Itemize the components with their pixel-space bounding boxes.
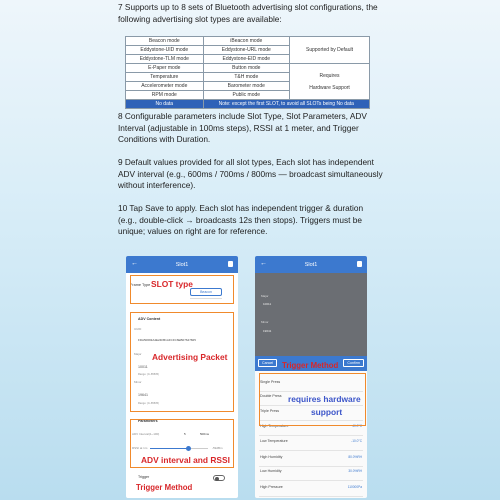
major-range: Range: (0–65535) [138, 373, 159, 376]
paragraph-7 [118, 2, 388, 25]
minor-range: Range: (0–65535) [138, 402, 159, 405]
row-divider [259, 435, 363, 436]
trigger-option-label: High Pressure [260, 485, 283, 489]
rssi-value: -59dBm [212, 446, 223, 450]
screen-title: Slot1 [175, 261, 189, 268]
trigger-option-row[interactable] [255, 466, 367, 478]
trigger-method-annotation-left: Trigger Method [136, 483, 193, 492]
trigger-option-label: Low Humidity [260, 469, 282, 473]
row-divider [259, 450, 363, 451]
trigger-option-value: 80.0%RH [348, 455, 362, 459]
table-row [126, 37, 370, 46]
trigger-option-label: High Humidity [260, 455, 283, 459]
table-cell: RPM mode [126, 91, 204, 100]
beacon-button[interactable]: Beacon [190, 288, 222, 296]
slot-type-annotation: SLOT type [151, 279, 193, 289]
major-label: Major [134, 352, 142, 356]
table-cell: Note: except the first SLOT, to avoid all SLOTs being No data [203, 100, 369, 109]
table-cell: Accelerometer mode [126, 82, 204, 91]
table-cell: Button mode [203, 64, 289, 73]
adv-interval-field[interactable]: 5 [184, 432, 186, 436]
requires-hardware-annotation-line1: requires hardware [288, 394, 361, 404]
lock-icon[interactable] [228, 261, 233, 267]
table-cell: Eddystone-URL mode [203, 46, 289, 55]
back-arrow-icon[interactable]: ← [260, 260, 267, 267]
adv-content-highlight [130, 312, 234, 412]
frame-type-label: Frame Type [130, 283, 151, 287]
paragraph-line: 9 Default values provided for all slot types, Each slot has independent [118, 157, 374, 167]
table-cell: Supported by Default [290, 37, 370, 64]
trigger-option-label: High Temperature [260, 424, 289, 428]
table-cell: T&H mode [203, 73, 289, 82]
screen-title: Slot1 [304, 261, 318, 268]
paragraph-line: Interval (adjustable in 100ms steps), RSSI at 1 meter, and Trigger [118, 122, 359, 133]
adv-interval-rssi-annotation: ADV interval and RSSI [141, 455, 230, 465]
paragraph-line: 7 Supports up to 8 sets of Bluetooth advertising slot configurations, the [118, 2, 378, 12]
table-cell: Barometer mode [203, 82, 289, 91]
dimmed-overlay [255, 273, 367, 356]
trigger-option-row[interactable] [255, 436, 367, 448]
trigger-option-row[interactable] [255, 482, 367, 494]
adv-content-heading: ADV Content [138, 317, 161, 321]
lock-icon[interactable] [357, 261, 362, 267]
table-cell: Temperature [126, 73, 204, 82]
trigger-label: Trigger [138, 475, 150, 479]
slot-types-table [125, 36, 370, 109]
toggle-knob [215, 477, 219, 481]
app-header [255, 256, 367, 273]
requires-hardware-annotation-line2: support [311, 407, 343, 417]
uuid-field[interactable]: FDA50693A4E24FB1AFCFC6EB07647825 [138, 338, 196, 342]
minor-field[interactable]: 19641 [138, 393, 148, 397]
table-cell: iBeacon mode [203, 37, 289, 46]
paragraph-line: 10 Tap Save to apply. Each slot has independent trigger & duration [118, 203, 364, 213]
trigger-option-label: Low Temperature [260, 439, 288, 443]
major-value: 10011 [263, 302, 272, 306]
row-divider [259, 480, 363, 481]
paragraph-9 [118, 157, 388, 192]
trigger-option-label: Single Press [260, 380, 281, 384]
adv-interval-ms: 500ms [200, 432, 210, 436]
paragraph-line: unique; values on right are for reference. [118, 226, 268, 237]
trigger-option-value: -10.0°C [351, 439, 362, 443]
major-label: Major [261, 294, 269, 298]
paragraph-10 [118, 203, 388, 238]
minor-label: Minor [134, 380, 142, 384]
uuid-label: UUID [134, 327, 142, 331]
paragraph-line: Conditions with Duration. [118, 134, 211, 145]
trigger-toggle[interactable] [213, 475, 225, 481]
cancel-button[interactable]: Cancel [258, 359, 277, 367]
paragraph-line: 8 Configurable parameters include Slot Type, Slot Parameters, ADV [118, 111, 367, 121]
trigger-option-row[interactable] [255, 452, 367, 464]
advertising-packet-annotation: Advertising Packet [152, 352, 228, 362]
row-divider [259, 496, 363, 497]
table-cell: Eddystone-EID mode [203, 55, 289, 64]
trigger-option-label: Triple Press [260, 409, 280, 413]
paragraph-line: ADV interval (e.g., 600ms / 700ms / 800ms — broadcast simultaneously [118, 168, 383, 179]
table-cell: Requires Hardware Support [290, 64, 370, 100]
major-field[interactable]: 10011 [138, 365, 148, 369]
minor-value: 19641 [263, 329, 272, 333]
table-row [126, 100, 370, 109]
minor-label: Minor [261, 320, 269, 324]
paragraph-line: following advertising slot types are available: [118, 13, 282, 24]
trigger-method-annotation-right: Trigger Method [282, 361, 339, 370]
table-cell: Eddystone-UID mode [126, 46, 204, 55]
paragraph-line: without interference). [118, 180, 196, 191]
paragraph-8 [118, 111, 388, 146]
table-cell: Public mode [203, 91, 289, 100]
adv-interval-label: ADV Interval(1~100) [132, 432, 160, 436]
table-cell: E-Paper mode [126, 64, 204, 73]
trigger-option-value: 110000Pa [347, 485, 362, 489]
rssi-label: RSSI at 1m [132, 446, 148, 450]
trigger-option-value: 40.0°C [352, 424, 362, 428]
table-row [126, 64, 370, 73]
table-cell: Beacon mode [126, 37, 204, 46]
parameters-heading: Parameters [138, 419, 158, 423]
table-cell: Eddystone-TLM mode [126, 55, 204, 64]
back-arrow-icon[interactable]: ← [131, 260, 138, 267]
trigger-option-label: Double Press [260, 394, 282, 398]
paragraph-line: (e.g., double-click → broadcasts 12s then stops). Triggers must be [118, 214, 362, 225]
table-cell: No data [126, 100, 204, 109]
app-header [126, 256, 238, 273]
trigger-option-value: 30.0%RH [348, 469, 362, 473]
confirm-button[interactable]: Confirm [343, 359, 364, 367]
